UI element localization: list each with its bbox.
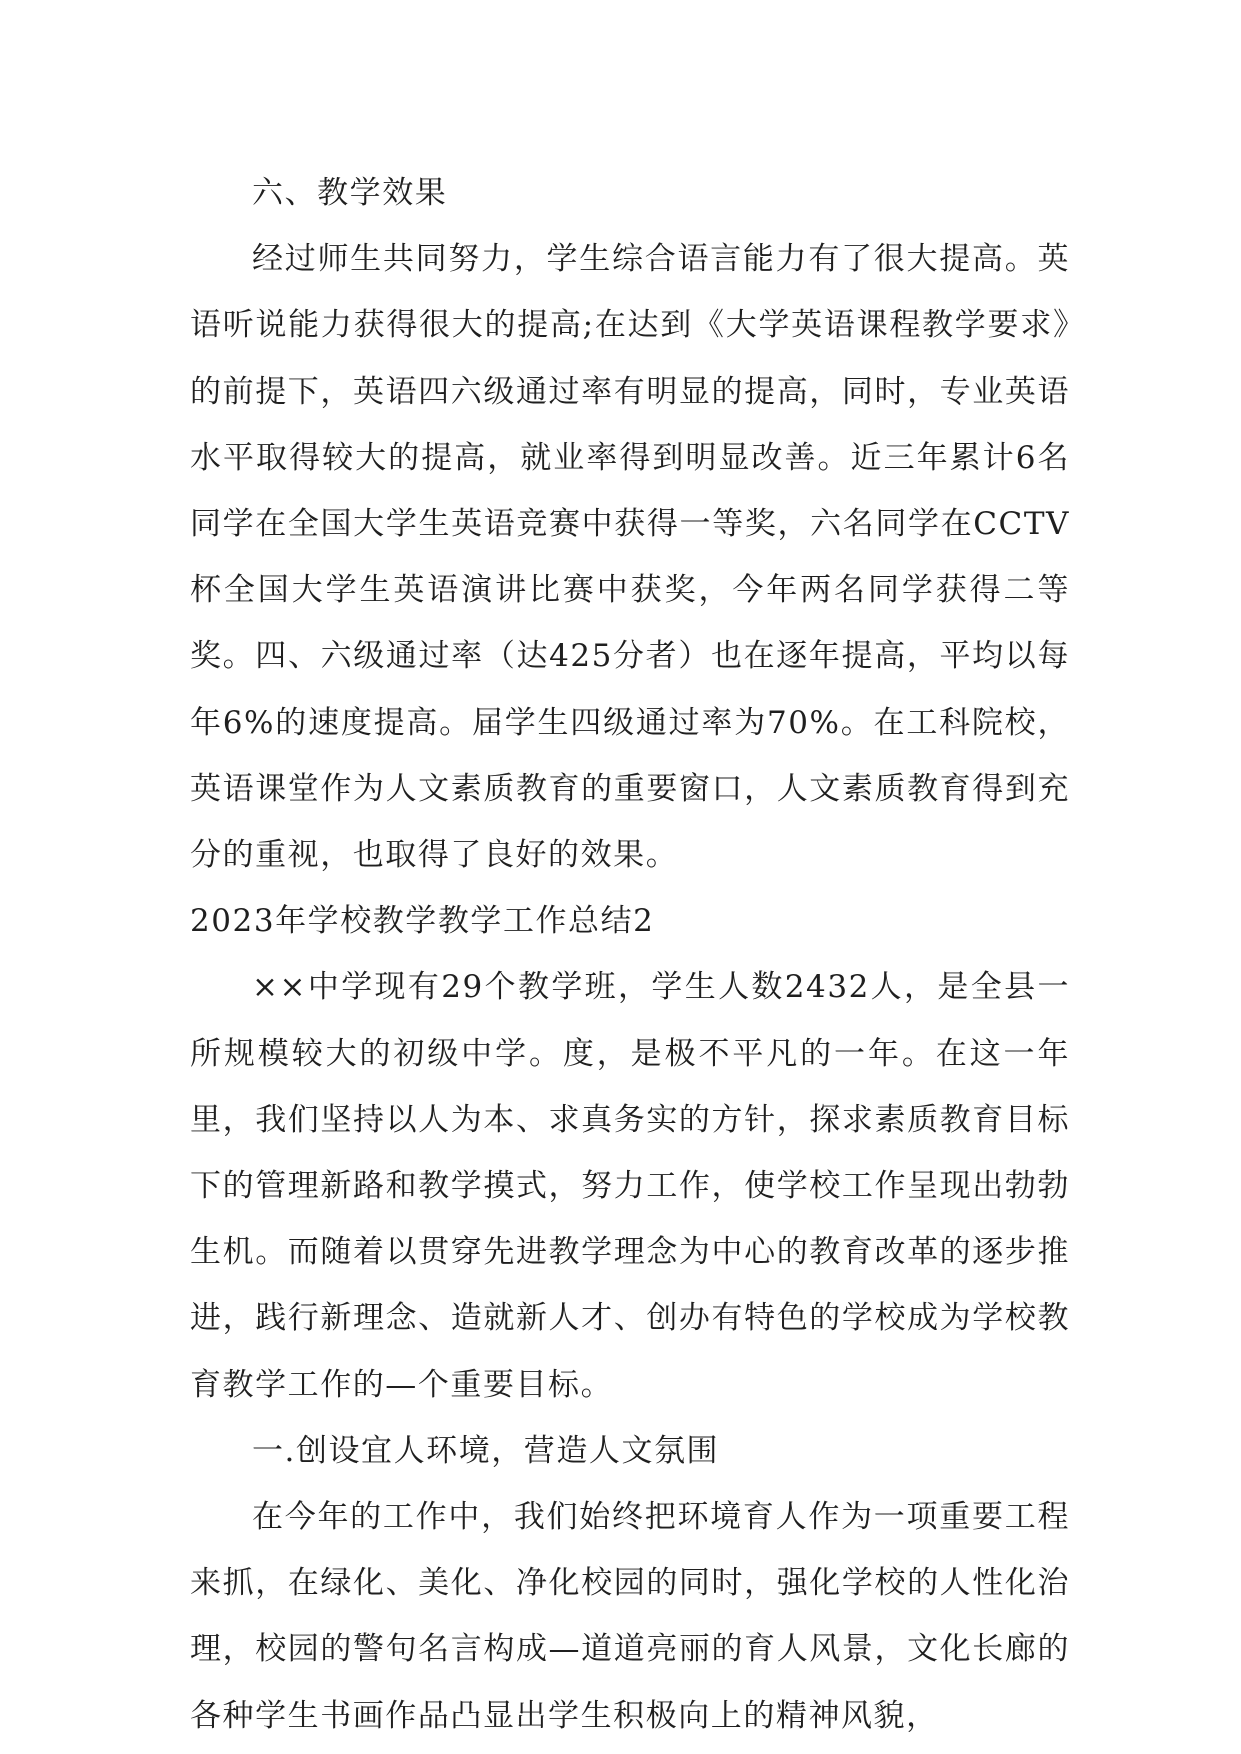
teaching-results-paragraph: 经过师生共同努力，学生综合语言能力有了很大提高。英语听说能力获得很大的提高;在达到《大学英语课程教学要求》的前提下，英语四六级通过率有明显的提高，同时，专业英语水平取得较大的提高，就业率得到明显改善。近三年累计6名同学在全国大学生英语竞赛中获得一等奖，六名同学在CCTV杯全国大学生英语演讲比赛中获奖，今年两名同学获得二等奖。四、六级通过率（达425分者）也在逐年提高，平均以每年6%的速度提高。届学生四级通过率为70%。在工科院校，英语课堂作为人文素质教育的重要窗口，人文素质教育得到充分的重视，也取得了良好的效果。 (190, 241, 1070, 874)
summary-2-title: 2023年学校教学教学工作总结2 (190, 903, 655, 940)
environment-paragraph: 在今年的工作中，我们始终把环境育人作为一项重要工程来抓，在绿化、美化、净化校园的同时，强化学校的人性化治理，校园的警句名言构成—道道亮丽的育人风景，文化长廊的各种学生书画作品凸显出学生积极向上的精神风貌， (190, 1499, 1070, 1734)
document-page (190, 160, 1070, 1749)
section-6-heading: 六、教学效果 (252, 175, 448, 211)
section-1-heading: 一.创设宜人环境，营造人文氛围 (252, 1432, 720, 1469)
school-intro-paragraph: ××中学现有29个教学班，学生人数2432人，是全县一所规模较大的初级中学。度，是极不平凡的一年。在这一年里，我们坚持以人为本、求真务实的方针，探求素质教育目标下的管理新路和教学摸式，努力工作，使学校工作呈现出勃勃生机。而随着以贯穿先进教学理念为中心的教育改革的逐步推进，践行新理念、造就新人才、创办有特色的学校成为学校教育教学工作的—个重要目标。 (190, 969, 1070, 1403)
